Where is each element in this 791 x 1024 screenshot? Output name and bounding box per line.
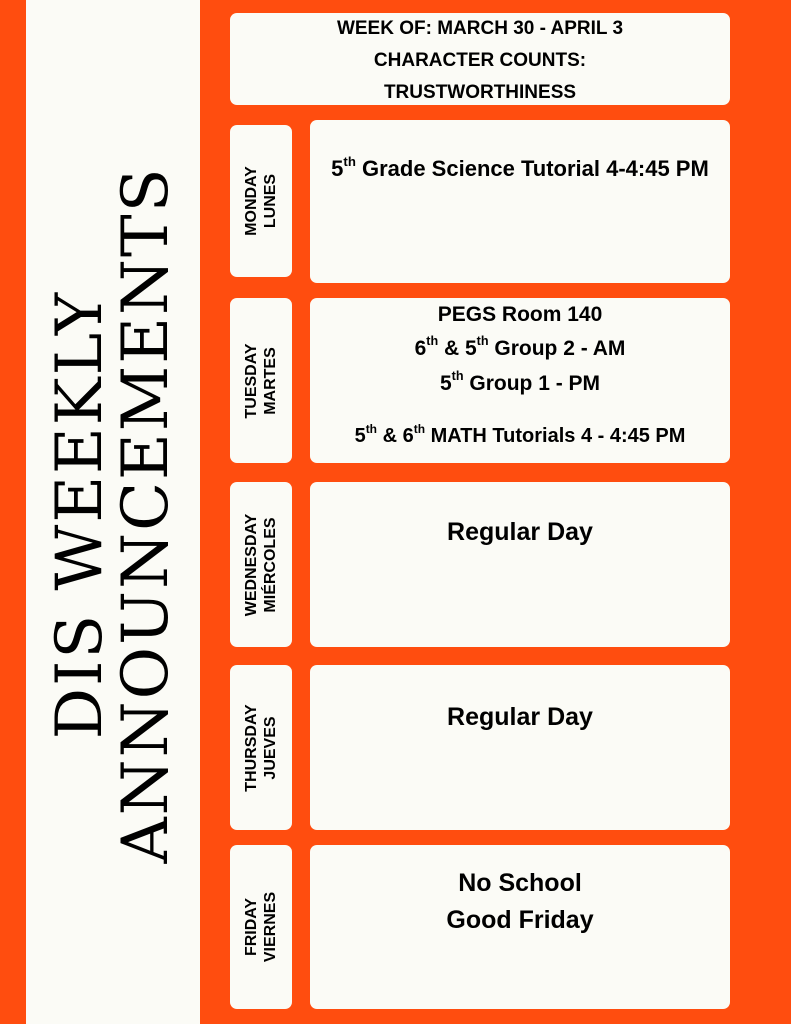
announcement-line: PEGS Room 140 <box>437 303 603 326</box>
title-line-1: DIS WEEKLY <box>43 290 117 740</box>
thursday-content <box>310 665 730 830</box>
day-name-es: LUNES <box>262 173 279 229</box>
announcement-line: 5th & 6th MATH Tutorials 4 - 4:45 PM <box>354 421 686 447</box>
day-label-wednesday <box>230 482 292 647</box>
day-name-en: WEDNESDAY <box>243 513 260 616</box>
side-panel <box>26 0 200 1024</box>
day-name-es: VIERNES <box>262 891 279 963</box>
day-name-es: MARTES <box>262 346 279 415</box>
character-trait: TRUSTWORTHINESS <box>383 82 577 103</box>
announcement-line: Regular Day <box>447 703 593 731</box>
day-label-friday <box>230 845 292 1009</box>
announcement-line: No School <box>458 869 582 897</box>
tuesday-content <box>310 298 730 463</box>
title-line-2: ANNOUNCEMENTS <box>109 166 183 864</box>
day-name-en: THURSDAY <box>243 703 260 792</box>
announcement-line: 6th & 5th Group 2 - AM <box>414 334 626 360</box>
day-name-en: FRIDAY <box>243 897 260 957</box>
page-title <box>26 0 200 1024</box>
announcement-line: Regular Day <box>447 518 593 546</box>
character-counts-label: CHARACTER COUNTS: <box>373 50 587 71</box>
day-name-es: JUEVES <box>262 715 279 780</box>
day-label-tuesday <box>230 298 292 463</box>
announcement-line: Good Friday <box>446 906 594 934</box>
day-label-thursday <box>230 665 292 830</box>
wednesday-content <box>310 482 730 647</box>
day-label-monday <box>230 125 292 277</box>
announcement-line: 5th Group 1 - PM <box>439 369 601 395</box>
day-name-en: TUESDAY <box>243 343 260 418</box>
week-of: WEEK OF: MARCH 30 - APRIL 3 <box>336 18 624 39</box>
friday-content <box>310 845 730 1009</box>
day-name-es: MIÉRCOLES <box>262 516 279 613</box>
day-name-en: MONDAY <box>243 166 260 236</box>
monday-content <box>310 120 730 283</box>
week-header <box>230 13 730 105</box>
announcement-line: 5th Grade Science Tutorial 4-4:45 PM <box>331 153 709 181</box>
